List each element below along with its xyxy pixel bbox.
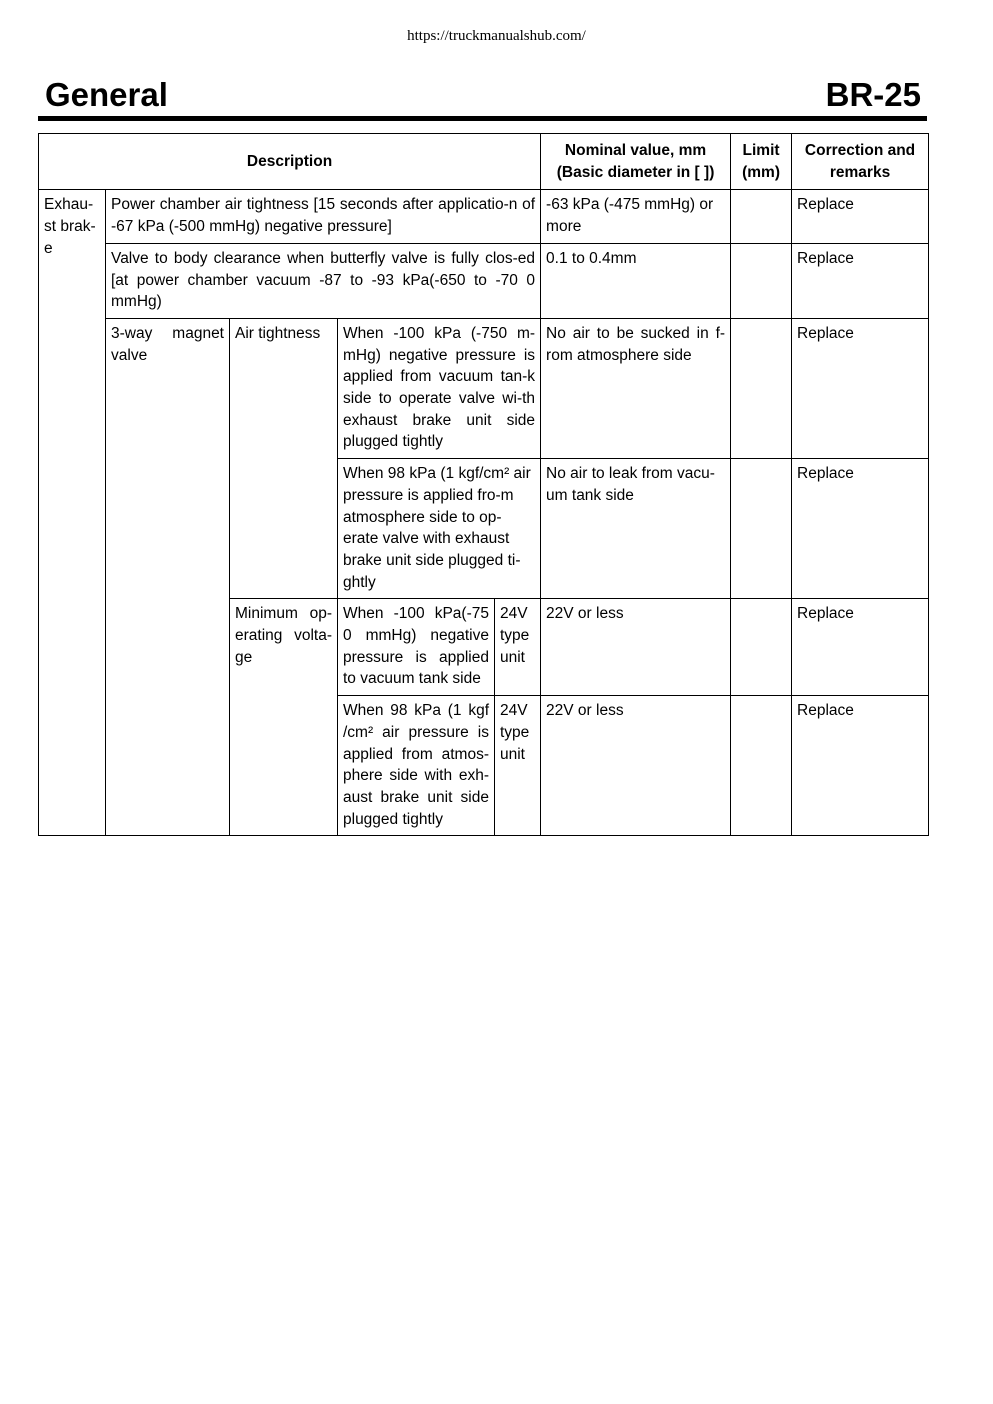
header-rule [38, 116, 927, 121]
min-voltage-label: Minimum op-erating volta-ge [230, 599, 338, 836]
magnet-valve-label: 3-way magnet valve [106, 318, 230, 835]
row-limit [731, 190, 792, 243]
row-condition: When 98 kPa (1 kgf /cm² air pressure is applied from atmos-phere side with exh-aust brake unit side plugged tightly [338, 696, 495, 836]
row-condition: When -100 kPa (-750 m-mHg) negative pressure is applied from vacuum tan-k side to operate valve wi-th exhaust brake unit side plugged tightly [338, 318, 541, 458]
header-row [39, 134, 929, 190]
row-nominal: -63 kPa (-475 mmHg) or more [541, 190, 731, 243]
row-correction: Replace [792, 459, 929, 599]
row-unit: 24V type unit [495, 696, 541, 836]
row-correction: Replace [792, 243, 929, 318]
page-code: BR-25 [825, 76, 921, 113]
spec-table [38, 133, 929, 836]
row-limit [731, 243, 792, 318]
group-label: Exhau-st brak-e [39, 190, 106, 836]
header-correction: Correction and remarks [792, 134, 929, 190]
table-row [39, 243, 929, 318]
row-condition: When 98 kPa (1 kgf/cm² air pressure is applied fro-m atmosphere side to op-erate valve with exhaust brake unit side plugged ti-ghtly [338, 459, 541, 599]
row-nominal: 0.1 to 0.4mm [541, 243, 731, 318]
page-title: General [45, 76, 168, 113]
table-row [39, 318, 929, 458]
row-description: Power chamber air tightness [15 seconds after applicatio-n of -67 kPa (-500 mmHg) negative pressure] [106, 190, 541, 243]
air-tightness-label: Air tightness [230, 318, 338, 598]
row-nominal: 22V or less [541, 696, 731, 836]
row-limit [731, 459, 792, 599]
row-nominal: No air to be sucked in f-rom atmosphere side [541, 318, 731, 458]
row-limit [731, 318, 792, 458]
row-correction: Replace [792, 318, 929, 458]
row-correction: Replace [792, 696, 929, 836]
row-limit [731, 599, 792, 696]
row-correction: Replace [792, 190, 929, 243]
row-correction: Replace [792, 599, 929, 696]
row-unit: 24V type unit [495, 599, 541, 696]
row-description: Valve to body clearance when butterfly valve is fully clos-ed [at power chamber vacuum -87 to -93 kPa(-650 to -70 0 mmHg) [106, 243, 541, 318]
source-url: https://truckmanualshub.com/ [407, 28, 586, 44]
row-nominal: No air to leak from vacu-um tank side [541, 459, 731, 599]
row-limit [731, 696, 792, 836]
header-description: Description [39, 134, 541, 190]
row-nominal: 22V or less [541, 599, 731, 696]
row-condition: When -100 kPa(-75 0 mmHg) negative pressure is applied to vacuum tank side [338, 599, 495, 696]
table-row [39, 190, 929, 243]
header-nominal: Nominal value, mm (Basic diameter in [ ]) [541, 134, 731, 190]
header-limit: Limit (mm) [731, 134, 792, 190]
